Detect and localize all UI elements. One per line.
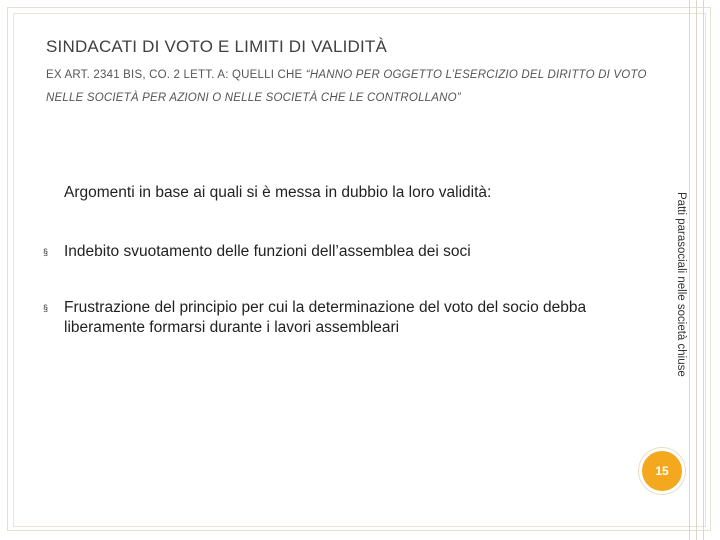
bullet-text: Frustrazione del principio per cui la determinazione del voto del socio debba liberamente formarsi durante i lavori assembleari (64, 299, 587, 336)
bullet-text: Indebito svuotamento delle funzioni dell’assemblea dei soci (64, 243, 471, 260)
sidebar-caption: Patti parasociali nelle società chiuse (675, 192, 687, 377)
decorative-line (689, 0, 690, 540)
page-number-badge (639, 448, 685, 494)
subtitle-prefix: EX ART. 2341 BIS, CO. 2 LETT. A: QUELLI CHE (46, 69, 303, 81)
intro-text: Argomenti in base ai quali si è messa in dubbio la loro validità: (64, 184, 492, 201)
bullet-marker: § (43, 303, 49, 313)
decorative-line (703, 0, 704, 540)
bullet-marker: § (43, 247, 49, 257)
slide-title: SINDACATI DI VOTO E LIMITI DI VALIDITÀ (46, 37, 388, 56)
slide-subtitle (46, 64, 676, 110)
subtitle-quote: “HANNO PER OGGETTO L’ESERCIZIO DEL DIRITTO DI VOTO NELLE SOCIETÀ PER AZIONI O NELLE SOCIETÀ CHE LE CONTROLLANO” (46, 69, 647, 104)
decorative-line (696, 0, 697, 540)
page-number: 15 (655, 464, 669, 478)
